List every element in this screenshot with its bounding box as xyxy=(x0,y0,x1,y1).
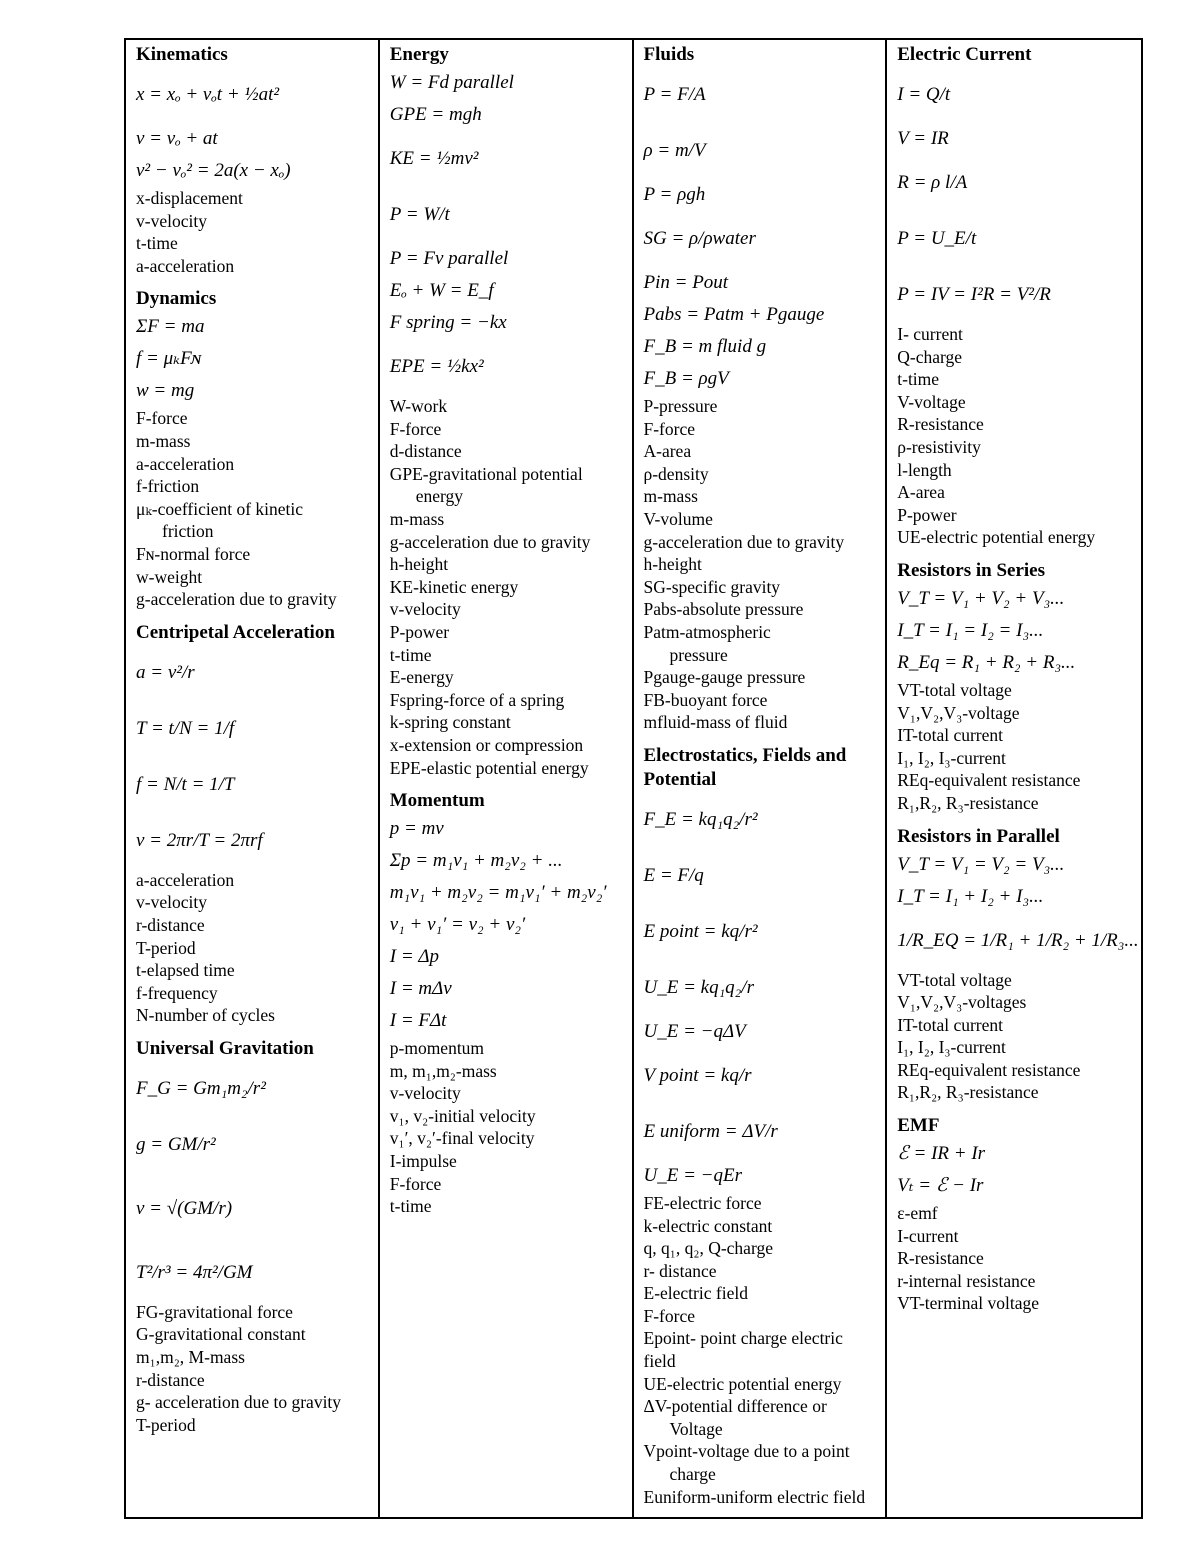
definition: a-acceleration xyxy=(136,869,235,890)
definition: IT-total current xyxy=(897,1014,1004,1035)
column-4 xyxy=(887,40,1141,1517)
definition: KE-kinetic energy xyxy=(389,576,519,597)
definition: FG-gravitational force xyxy=(136,1301,293,1322)
equation: R = ρ l/A xyxy=(897,172,968,193)
definition: ΔV-potential difference or xyxy=(643,1396,827,1417)
section-heading: EMF xyxy=(897,1115,940,1137)
definition: R₁,R₂, R₃-resistance xyxy=(897,792,1039,813)
equation: ΣF = ma xyxy=(136,316,205,338)
section-heading: Dynamics xyxy=(136,288,217,310)
equation: P = IV = I²R = V²/R xyxy=(897,284,1051,305)
definition: μₖ-coefficient of kinetic xyxy=(136,498,304,519)
definition: V-voltage xyxy=(897,391,966,412)
definition: f-frequency xyxy=(136,982,218,1003)
equation: V point = kq/r xyxy=(643,1064,752,1086)
definition: F-force xyxy=(643,418,696,439)
equation: ρ = m/V xyxy=(643,140,706,161)
equation: R_Eq = R₁ + R₂ + R₃... xyxy=(897,651,1076,673)
definition: T-period xyxy=(136,937,196,958)
definition: t-elapsed time xyxy=(136,960,235,981)
definition: VT-total voltage xyxy=(897,679,1012,700)
definition: v-velocity xyxy=(136,210,207,231)
definition: Epoint- point charge electric field xyxy=(643,1328,843,1372)
equation: GPE = mgh xyxy=(389,104,482,125)
definition: I-impulse xyxy=(389,1151,457,1172)
definition: ρ-density xyxy=(643,463,709,484)
definition: g- acceleration due to gravity xyxy=(136,1392,342,1413)
equation: Pin = Pout xyxy=(643,272,729,293)
definition: g-acceleration due to gravity xyxy=(136,589,337,610)
equation: F_B = ρgV xyxy=(643,368,729,389)
definition: I₁, I₂, I₃-current xyxy=(897,1037,1006,1058)
definition: t-time xyxy=(389,644,432,665)
section-heading: Kinematics xyxy=(136,44,228,65)
definition: h-height xyxy=(643,554,702,575)
definition: F-force xyxy=(389,418,442,439)
definition: m, m₁,m₂-mass xyxy=(389,1060,497,1081)
equation: T = t/N = 1/f xyxy=(136,717,235,739)
equation: f = N/t = 1/T xyxy=(136,773,235,795)
definition: f-friction xyxy=(136,476,200,497)
section-heading: Momentum xyxy=(389,790,485,812)
definition: q, q₁, q₂, Q-charge xyxy=(643,1238,773,1259)
definition: I₁, I₂, I₃-current xyxy=(897,747,1006,768)
definition: W-work xyxy=(389,396,448,416)
definition: v-velocity xyxy=(389,599,461,620)
section-heading: Centripetal Acceleration xyxy=(136,621,335,643)
definition: r- distance xyxy=(643,1260,717,1281)
equation: P = Fv parallel xyxy=(389,248,509,269)
equation: v₁ + v₁′ = v₂ + v₂′ xyxy=(389,914,526,936)
definition: F-force xyxy=(389,1173,442,1194)
definition: pressure xyxy=(669,644,728,665)
equation: I = Q/t xyxy=(897,84,951,105)
definition: F-force xyxy=(643,1305,696,1326)
definition: p-momentum xyxy=(389,1038,485,1059)
definition: x-extension or compression xyxy=(389,734,584,755)
definition: a-acceleration xyxy=(136,453,235,474)
definition: t-time xyxy=(389,1196,432,1217)
equation: F spring = −kx xyxy=(389,312,507,333)
equation: V_T = V₁ = V₂ = V₃... xyxy=(897,853,1065,875)
section-heading: Electric Current xyxy=(897,44,1032,65)
definition: Pabs-absolute pressure xyxy=(643,599,804,620)
equation: P = ρgh xyxy=(643,184,706,205)
definition: v-velocity xyxy=(389,1083,461,1104)
equation: v² − vₒ² = 2a(x − xₒ) xyxy=(136,160,291,181)
definition: t-time xyxy=(897,369,940,390)
definition: g-acceleration due to gravity xyxy=(643,531,845,552)
equation: U_E = −qEr xyxy=(643,1164,742,1186)
definition: m-mass xyxy=(136,430,191,451)
section-heading: Resistors in Parallel xyxy=(897,825,1060,847)
definition: m-mass xyxy=(643,486,698,507)
definition: a-acceleration xyxy=(136,255,235,276)
equation: SG = ρ/ρwater xyxy=(643,228,756,249)
definition: Q-charge xyxy=(897,346,963,367)
equation: EPE = ½kx² xyxy=(389,356,484,377)
definition: charge xyxy=(669,1464,716,1485)
definition: m₁,m₂, M-mass xyxy=(136,1347,245,1368)
definition: P-power xyxy=(897,504,957,525)
definition: Fɴ-normal force xyxy=(136,543,251,564)
definition: P-pressure xyxy=(643,396,718,416)
definition: energy xyxy=(415,486,464,507)
definition: F-force xyxy=(136,408,188,429)
definition: IT-total current xyxy=(897,725,1004,746)
definition: E-electric field xyxy=(643,1283,748,1304)
equation: v = √(GM/r) xyxy=(136,1197,233,1219)
definition: EPE-elastic potential energy xyxy=(389,757,589,778)
definition: r-internal resistance xyxy=(897,1270,1036,1291)
section-heading: Resistors in Series xyxy=(897,559,1046,581)
definition: v-velocity xyxy=(136,892,207,913)
definition: FB-buoyant force xyxy=(643,689,768,710)
definition: t-time xyxy=(136,233,178,254)
definition: g-acceleration due to gravity xyxy=(389,531,591,552)
definition: Euniform-uniform electric field xyxy=(643,1486,866,1507)
definition: r-distance xyxy=(136,914,205,935)
definition: r-distance xyxy=(136,1369,205,1390)
definition: I- current xyxy=(897,324,963,344)
definition: l-length xyxy=(897,459,952,480)
equation: p = mv xyxy=(389,818,444,840)
definition: E-energy xyxy=(389,667,454,688)
definition: h-height xyxy=(389,554,449,575)
definition: v₁, v₂-initial velocity xyxy=(389,1105,536,1126)
definition: Vpoint-voltage due to a point xyxy=(643,1441,850,1462)
equation: V_T = V₁ + V₂ + V₃... xyxy=(897,587,1065,609)
equation: P = W/t xyxy=(389,204,450,225)
formula-sheet xyxy=(124,38,1143,1519)
equation: I_T = I₁ + I₂ + I₃... xyxy=(897,885,1044,907)
equation: P = U_E/t xyxy=(897,228,977,249)
definition: VT-terminal voltage xyxy=(897,1293,1039,1314)
definition: REq-equivalent resistance xyxy=(897,1059,1081,1080)
equation: U_E = −qΔV xyxy=(643,1020,746,1042)
section-heading: Electrostatics, Fields and Potential xyxy=(643,744,847,790)
definition: Pgauge-gauge pressure xyxy=(643,667,806,688)
equation: KE = ½mv² xyxy=(389,148,479,169)
definition: ε-emf xyxy=(897,1203,938,1224)
definition: Voltage xyxy=(669,1418,723,1439)
equation: I = mΔv xyxy=(389,978,452,1000)
definition: SG-specific gravity xyxy=(643,576,781,597)
definition: mfluid-mass of fluid xyxy=(643,712,788,733)
definition: V₁,V₂,V₃-voltage xyxy=(897,702,1020,723)
equation: E point = kq/r² xyxy=(643,920,758,942)
definition: FE-electric force xyxy=(643,1192,762,1213)
definition: R₁,R₂, R₃-resistance xyxy=(897,1082,1039,1103)
definition: Patm-atmospheric xyxy=(643,621,771,642)
equation: F_G = Gm₁m₂/r² xyxy=(136,1077,266,1099)
definition: N-number of cycles xyxy=(136,1005,275,1026)
equation: W = Fd parallel xyxy=(389,72,514,93)
definition: d-distance xyxy=(389,441,462,462)
definition: R-resistance xyxy=(897,414,984,435)
definition: A-area xyxy=(643,441,692,462)
definition: Fspring-force of a spring xyxy=(389,689,565,710)
equation: 1/R_EQ = 1/R₁ + 1/R₂ + 1/R₃... xyxy=(897,929,1139,951)
equation: w = mg xyxy=(136,380,195,402)
equation: Vₜ = ℰ − Ir xyxy=(897,1175,984,1197)
equation: m₁v₁ + m₂v₂ = m₁v₁′ + m₂v₂′ xyxy=(389,882,607,904)
equation: f = μₖFɴ xyxy=(136,348,202,370)
definition: friction xyxy=(162,521,214,542)
equation: T²/r³ = 4π²/GM xyxy=(136,1261,253,1283)
definition: T-period xyxy=(136,1414,196,1435)
definition: R-resistance xyxy=(897,1248,984,1269)
equation: v = 2πr/T = 2πrf xyxy=(136,829,263,851)
definition: VT-total voltage xyxy=(897,969,1012,990)
definition: w-weight xyxy=(136,566,203,587)
definition: ρ-resistivity xyxy=(897,436,981,457)
definition: V₁,V₂,V₃-voltages xyxy=(897,992,1027,1013)
definition: x-displacement xyxy=(136,188,243,208)
equation: I_T = I₁ = I₂ = I₃... xyxy=(897,619,1044,641)
equation: a = v²/r xyxy=(136,661,195,683)
section-heading: Universal Gravitation xyxy=(136,1037,314,1059)
equation: I = FΔt xyxy=(389,1010,447,1032)
definition: v₁′, v₂′-final velocity xyxy=(389,1128,535,1149)
definition: P-power xyxy=(389,621,450,642)
definition: I-current xyxy=(897,1225,959,1246)
definition: REq-equivalent resistance xyxy=(897,770,1081,791)
section-heading: Energy xyxy=(389,44,449,65)
equation: ℰ = IR + Ir xyxy=(897,1143,986,1165)
equation: F_B = m fluid g xyxy=(643,336,767,357)
definition: UE-electric potential energy xyxy=(643,1373,842,1394)
equation: E uniform = ΔV/r xyxy=(643,1120,778,1142)
equation: g = GM/r² xyxy=(136,1133,216,1155)
equation: U_E = kq₁q₂/r xyxy=(643,976,754,998)
column-2 xyxy=(380,40,634,1517)
column-3 xyxy=(634,40,888,1517)
definition: A-area xyxy=(897,482,945,503)
equation: Pabs = Patm + Pgauge xyxy=(643,304,825,325)
equation: F_E = kq₁q₂/r² xyxy=(643,808,758,830)
equation: I = Δp xyxy=(389,946,440,968)
equation: Eₒ + W = E_f xyxy=(389,280,494,301)
equation: E = F/q xyxy=(643,864,704,886)
equation: v = vₒ + at xyxy=(136,128,218,149)
section-heading: Fluids xyxy=(643,44,695,65)
definition: k-spring constant xyxy=(389,712,511,733)
equation: V = IR xyxy=(897,128,949,149)
equation: P = F/A xyxy=(643,84,706,105)
equation: Σp = m₁v₁ + m₂v₂ + ... xyxy=(389,850,563,872)
definition: UE-electric potential energy xyxy=(897,527,1096,548)
definition: m-mass xyxy=(389,508,445,529)
definition: GPE-gravitational potential xyxy=(389,463,583,484)
equation: x = xₒ + vₒt + ½at² xyxy=(136,84,280,105)
definition: V-volume xyxy=(643,508,713,529)
column-1 xyxy=(126,40,380,1517)
definition: G-gravitational constant xyxy=(136,1324,306,1345)
definition: k-electric constant xyxy=(643,1215,773,1236)
